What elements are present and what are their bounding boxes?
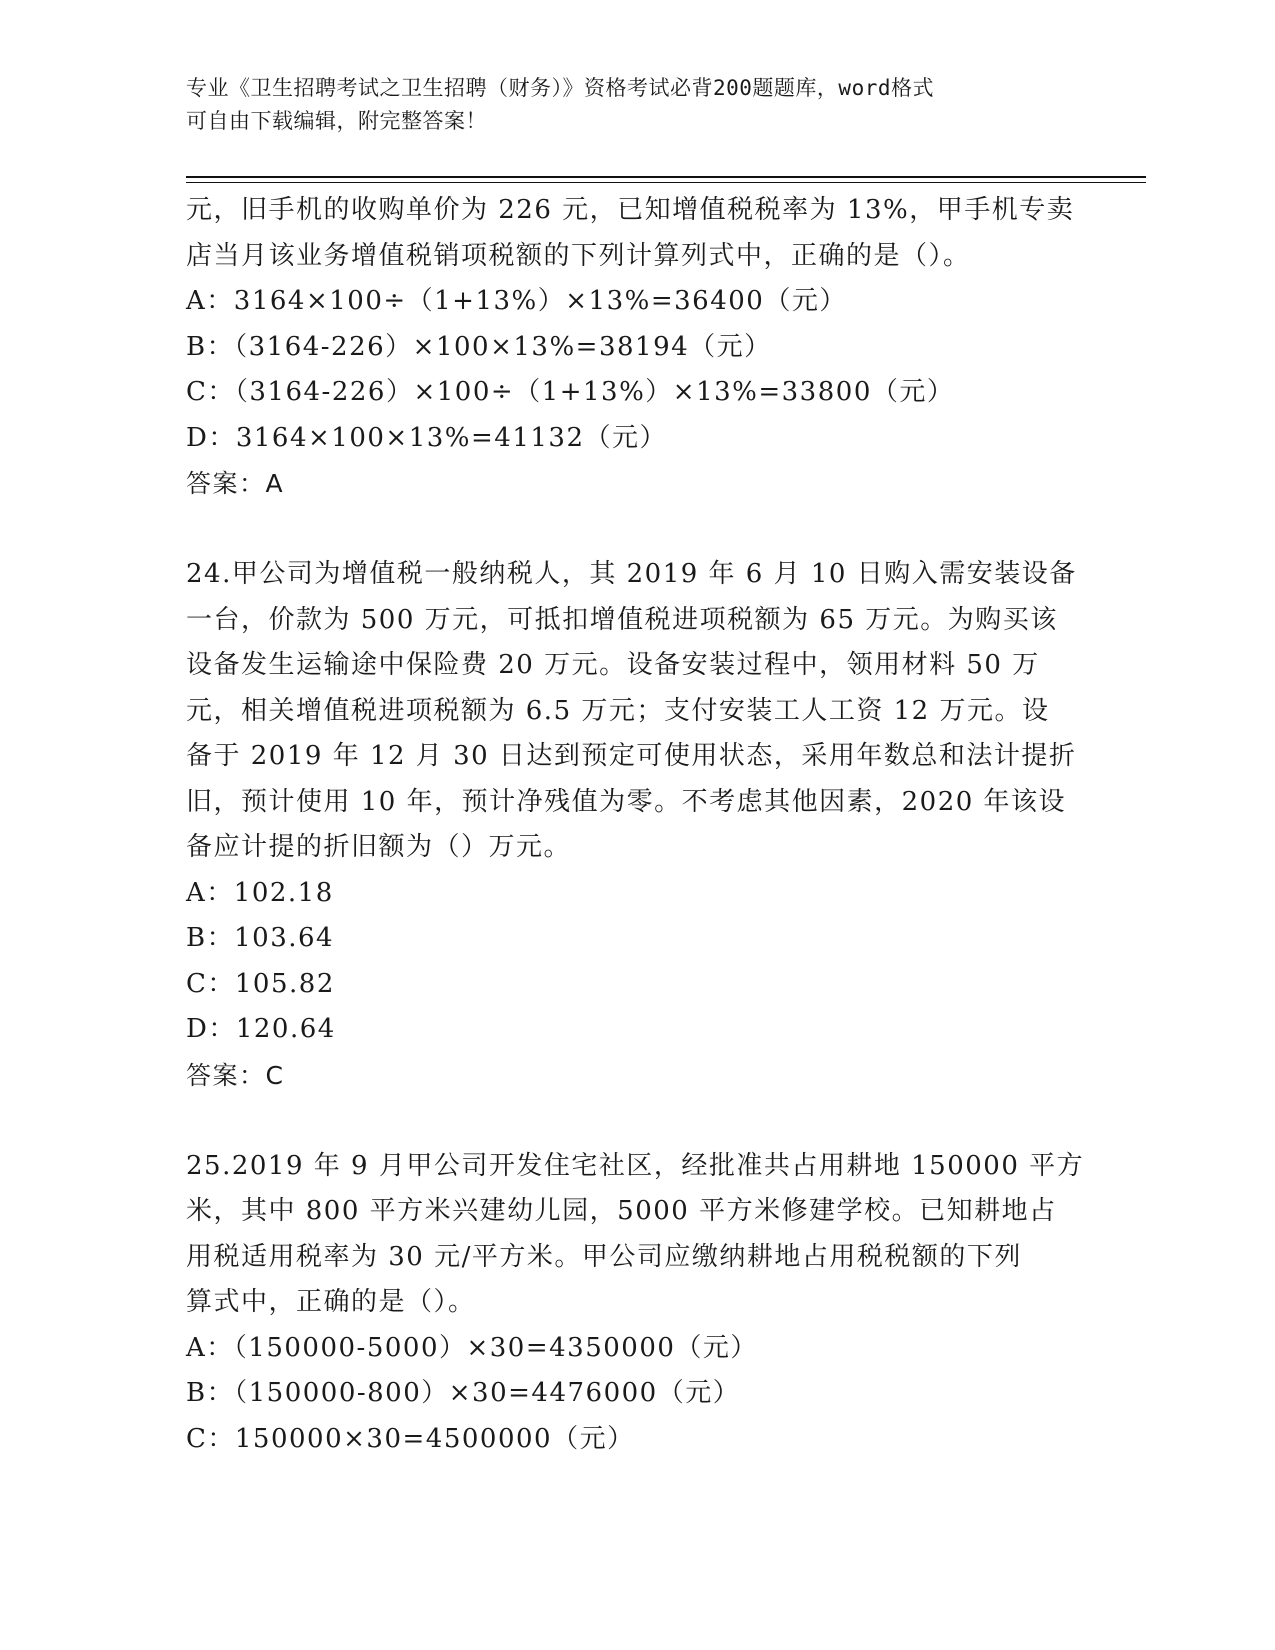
option-b: B：（3164-226）×100×13%=38194（元） xyxy=(186,331,772,362)
question-stem-line: 算式中，正确的是（）。 xyxy=(186,1287,476,1317)
header-title-line-2: 可自由下载编辑，附完整答案！ xyxy=(186,109,487,133)
answer-label: 答案：C xyxy=(186,1060,285,1090)
option-a: A：102.18 xyxy=(186,877,334,908)
question-stem-line: 旧，预计使用 10 年，预计净残值为零。不考虑其他因素，2020 年该设 xyxy=(186,786,1067,817)
option-a: A：（150000-5000）×30=4350000（元） xyxy=(186,1332,758,1363)
question-stem-line: 店当月该业务增值税销项税额的下列计算列式中，正确的是（）。 xyxy=(186,240,971,271)
question-stem-line: 备应计提的折旧额为（）万元。 xyxy=(186,832,572,862)
question-stem-line: 设备发生运输途中保险费 20 万元。设备安装过程中，领用材料 50 万 xyxy=(186,650,1040,680)
question-stem-line: 元，相关增值税进项税额为 6.5 万元；支付安装工人工资 12 万元。设 xyxy=(186,695,1050,726)
answer-label: 答案：A xyxy=(186,469,285,498)
question-stem-line: 备于 2019 年 12 月 30 日达到预定可使用状态，采用年数总和法计提折 xyxy=(186,741,1077,771)
question-stem-line: 一台，价款为 500 万元，可抵扣增值税进项税额为 65 万元。为购买该 xyxy=(186,604,1058,635)
question-25 xyxy=(186,1144,1086,1463)
question-stem-line: 米，其中 800 平方米兴建幼儿园，5000 平方米修建学校。已知耕地占 xyxy=(186,1196,1057,1226)
option-c: C：105.82 xyxy=(186,968,335,999)
question-23 xyxy=(186,188,1086,507)
question-stem-line: 24.甲公司为增值税一般纳税人，其 2019 年 6 月 10 日购入需安装设备 xyxy=(186,559,1077,589)
question-24 xyxy=(186,552,1086,1098)
option-c: C：（3164-226）×100÷（1+13%）×13%=33800（元） xyxy=(186,377,955,407)
header-divider-thin xyxy=(186,182,1146,183)
question-stem-line: 用税适用税率为 30 元/平方米。甲公司应缴纳耕地占用税税额的下列 xyxy=(186,1241,1022,1272)
spacer xyxy=(186,507,1086,553)
option-d: D：120.64 xyxy=(186,1014,336,1044)
page-header xyxy=(186,72,1086,138)
header-divider-thick xyxy=(186,176,1146,178)
option-b: B：（150000-800）×30=4476000（元） xyxy=(186,1378,741,1408)
option-c: C：150000×30=4500000（元） xyxy=(186,1423,635,1454)
question-stem-line: 25.2019 年 9 月甲公司开发住宅社区，经批准共占用耕地 150000 平方 xyxy=(186,1150,1085,1181)
option-b: B：103.64 xyxy=(186,923,335,953)
spacer xyxy=(186,1098,1086,1144)
document-body xyxy=(186,188,1086,1462)
option-a: A：3164×100÷（1+13%）×13%=36400（元） xyxy=(186,286,847,316)
header-title-line-1: 专业《卫生招聘考试之卫生招聘（财务）》资格考试必背200题题库，word格式 xyxy=(186,76,934,100)
option-d: D：3164×100×13%=41132（元） xyxy=(186,422,667,453)
question-stem-line: 元，旧手机的收购单价为 226 元，已知增值税税率为 13%，甲手机专卖 xyxy=(186,195,1075,225)
